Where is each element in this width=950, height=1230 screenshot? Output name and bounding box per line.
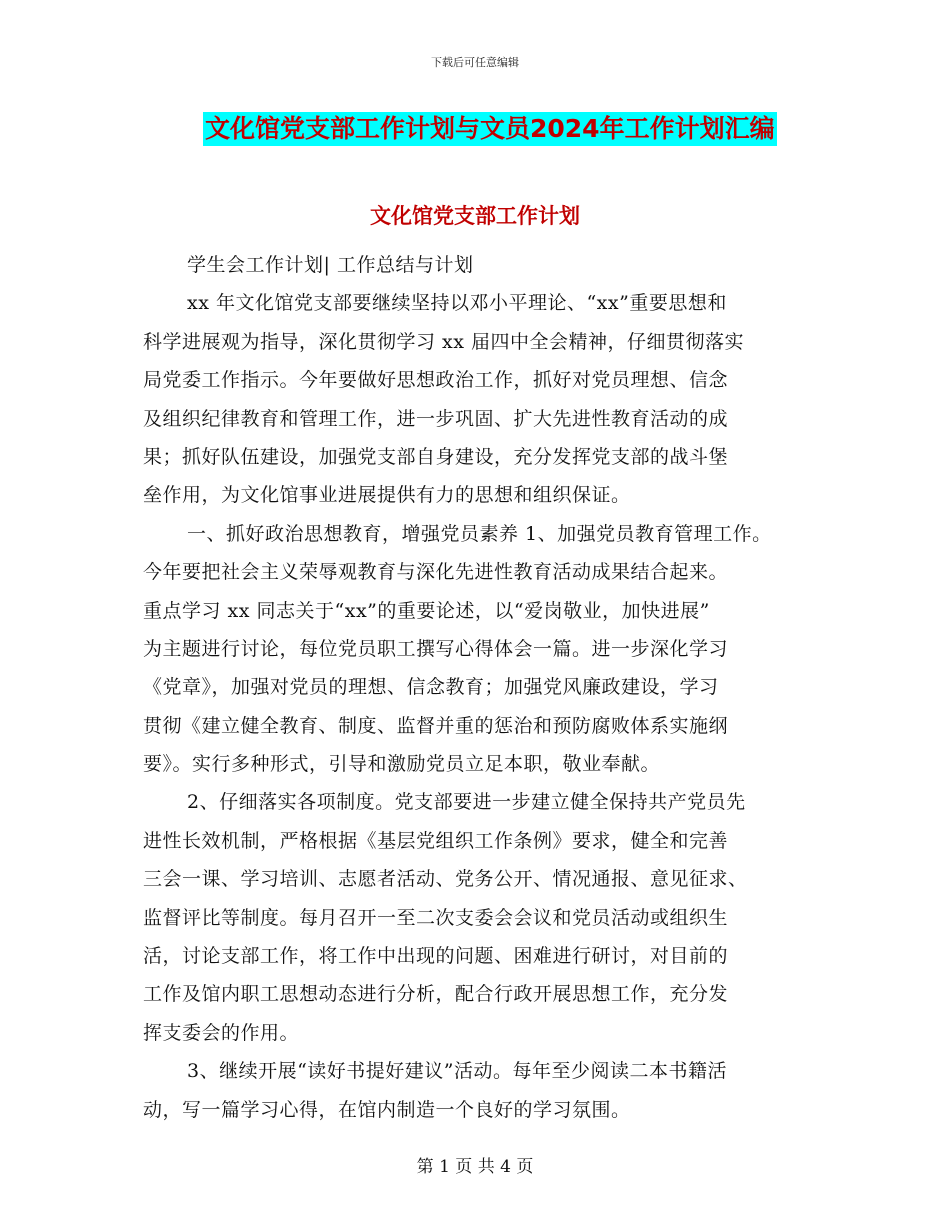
body-line: 工作及馆内职工思想动态进行分析，配合行政开展思想工作，充分发 (143, 983, 729, 1006)
body-line: 活，讨论支部工作，将工作中出现的问题、困难进行研讨，对目前的 (143, 945, 729, 968)
body-line: 《党章》，加强对党员的理想、信念教育；加强党风廉政建设，学习 (143, 676, 719, 699)
body-line: 三会一课、学习培训、志愿者活动、党务公开、情况通报、意见征求、 (143, 868, 748, 891)
body-line: 动，写一篇学习心得，在馆内制造一个良好的学习氛围。 (143, 1098, 631, 1121)
section-title: 文化馆党支部工作计划 (370, 204, 580, 228)
body-line: 为主题进行讨论，每位党员职工撰写心得体会一篇。进一步深化学习 (143, 637, 729, 660)
body-text (143, 246, 843, 1129)
body-line: 贯彻《建立健全教育、制度、监督并重的惩治和预防腐败体系实施纲 (143, 714, 729, 737)
body-line: 3、继续开展“读好书提好建议”活动。每年至少阅读二本书籍活 (187, 1060, 728, 1083)
body-line: 要》。实行多种形式，引导和激励党员立足本职，敬业奉献。 (143, 753, 661, 776)
body-line: 科学进展观为指导，深化贯彻学习 xx 届四中全会精神，仔细贯彻落实 (143, 330, 745, 353)
body-line: 进性长效机制，严格根据《基层党组织工作条例》要求，健全和完善 (143, 829, 729, 852)
body-line: 今年要把社会主义荣辱观教育与深化先进性教育活动成果结合起来。 (143, 561, 729, 584)
body-line: 一、抓好政治思想教育，增强党员素养 1、加强党员教育管理工作。 (187, 522, 772, 545)
body-line: 垒作用，为文化馆事业进展提供有力的思想和组织保证。 (143, 484, 631, 507)
body-line: 挥支委会的作用。 (143, 1021, 300, 1044)
main-title: 文化馆党支部工作计划与文员2024年工作计划汇编 (203, 112, 777, 146)
body-line: 2、仔细落实各项制度。党支部要进一步建立健全保持共产党员先 (187, 791, 746, 814)
body-line: xx 年文化馆党支部要继续坚持以邓小平理论、“xx”重要思想和 (187, 292, 727, 315)
body-line: 监督评比等制度。每月召开一至二次支委会会议和党员活动或组织生 (143, 906, 729, 929)
page-footer: 第 1 页 共 4 页 (416, 1157, 534, 1177)
body-line: 局党委工作指示。今年要做好思想政治工作，抓好对党员理想、信念 (143, 369, 729, 392)
body-line: 学生会工作计划| 工作总结与计划 (187, 254, 474, 276)
body-line: 重点学习 xx 同志关于“xx”的重要论述，以“爱岗敬业，加快进展” (143, 599, 710, 622)
header-note: 下载后可任意编辑 (431, 56, 519, 69)
body-line: 及组织纪律教育和管理工作，进一步巩固、扩大先进性教育活动的成 (143, 407, 729, 430)
body-line: 果；抓好队伍建设，加强党支部自身建设，充分发挥党支部的战斗堡 (143, 445, 729, 468)
